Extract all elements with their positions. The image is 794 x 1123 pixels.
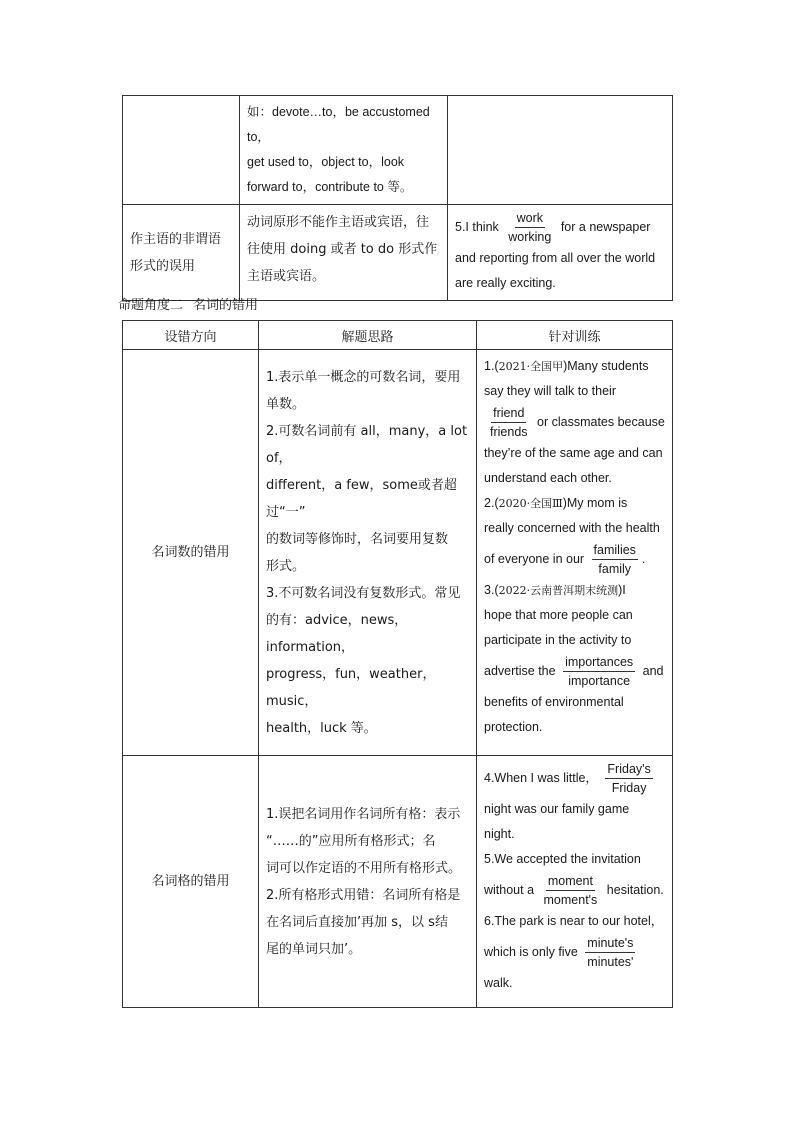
table-row	[123, 756, 673, 1008]
text-line: 1.误把名词用作名词所有格：表示	[266, 806, 461, 822]
text-line: 如：devote…to，be accustomed to，	[247, 105, 430, 144]
text-line: 3.不可数名词没有复数形式。常见	[266, 585, 461, 601]
text-line: 主语或宾语。	[247, 269, 326, 284]
exercise-cell	[477, 756, 673, 1008]
exercise-6: 6.The park is near to our hotel， which is only five minute's minutes' walk.	[484, 914, 664, 990]
table-continuation	[122, 95, 673, 301]
exercise-5: 5.We accepted the invitation without a moment moment's hesitation.	[484, 852, 664, 907]
source-tag: 2021·全国甲	[498, 360, 564, 373]
exercise-2: 2.(2020·全国Ⅲ)My mom is really concerned with the health of everyone in our families family .	[484, 496, 660, 576]
correction-choice: friend friends	[490, 406, 528, 439]
approach-cell	[240, 205, 448, 301]
correction-choice: minute's minutes'	[587, 936, 634, 969]
section-heading: 命题角度二 名词的错用	[118, 298, 259, 313]
table-row	[123, 205, 673, 301]
text-line: 词可以作定语的不用所有格形式。	[266, 860, 462, 876]
text-line: 形式。	[266, 558, 306, 574]
header-exercise: 针对训练	[477, 321, 673, 350]
source-tag: 2020·全国Ⅲ	[498, 497, 563, 510]
text-line: 往使用 doing 或者 to do 形式作	[247, 242, 438, 257]
direction-cell: 名词数的错用	[123, 350, 259, 756]
exercise-4: 4.When I was little， Friday's Friday night was our family game night.	[484, 762, 651, 841]
source-tag: 2022·云南普洱期末统测	[498, 584, 619, 597]
exercise-cell	[448, 96, 673, 205]
exercise-1: 1.(2021·全国甲)Many students say they will talk to their friend friends or classmates because they’re of the same age and can understand each other.	[484, 359, 665, 485]
exercise-cell	[477, 350, 673, 756]
text-line: forward to，contribute to 等。	[247, 180, 413, 194]
noun-errors-table	[122, 320, 673, 1008]
table-row	[123, 350, 673, 756]
approach-cell	[259, 756, 477, 1008]
header-direction: 设错方向	[123, 321, 259, 350]
text-line: 形式的误用	[130, 258, 196, 274]
text-line: 单数。	[266, 396, 306, 412]
correction-choice: importances importance	[565, 655, 634, 688]
text-line: 动词原形不能作主语或宾语，往	[247, 215, 430, 230]
direction-cell	[123, 96, 240, 205]
text-line: 的有：advice，news，information，	[266, 612, 408, 655]
direction-cell: 名词格的错用	[123, 756, 259, 1008]
text-line: different，a few，some或者超过“一”	[266, 477, 457, 520]
text-line: 2.所有格形式用错：名词所有格是	[266, 887, 461, 903]
text-line: get used to，object to，look	[247, 155, 405, 169]
approach-cell	[259, 350, 477, 756]
text-line: are really exciting.	[455, 276, 556, 290]
correction-choice: Friday's Friday	[607, 762, 651, 795]
text-line: 作主语的非谓语	[130, 231, 222, 247]
header-approach: 解题思路	[259, 321, 477, 350]
correction-choice: moment moment's	[543, 874, 598, 907]
exercise-cell	[448, 205, 673, 301]
exercise-5: 5.I think work working for a newspaper	[455, 211, 651, 244]
direction-cell	[123, 205, 240, 301]
text-line: 的数词等修饰时，名词要用复数	[266, 531, 449, 547]
text-line: progress，fun，weather，music，	[266, 666, 436, 709]
text-line: 2.可数名词前有 all，many，a lot of，	[266, 423, 468, 466]
text-line: 在名词后直接加’再加 s，以 s结	[266, 914, 448, 930]
correction-choice: families family	[593, 543, 636, 576]
text-line: 尾的单词只加’。	[266, 941, 362, 957]
table-row	[123, 96, 673, 205]
text-line: “……的”应用所有格形式；名	[266, 833, 436, 849]
text-line: health，luck 等。	[266, 720, 377, 736]
exercise-3: 3.(2022·云南普洱期末统测)I hope that more people can participate in the activity to advertise the importances importance and benefits of environmental protection.	[484, 583, 664, 734]
text-line: and reporting from all over the world	[455, 251, 656, 265]
approach-cell	[240, 96, 448, 205]
text-line: 1.表示单一概念的可数名词，要用	[266, 369, 461, 385]
table-header-row	[123, 321, 673, 350]
correction-choice: work working	[508, 211, 552, 244]
